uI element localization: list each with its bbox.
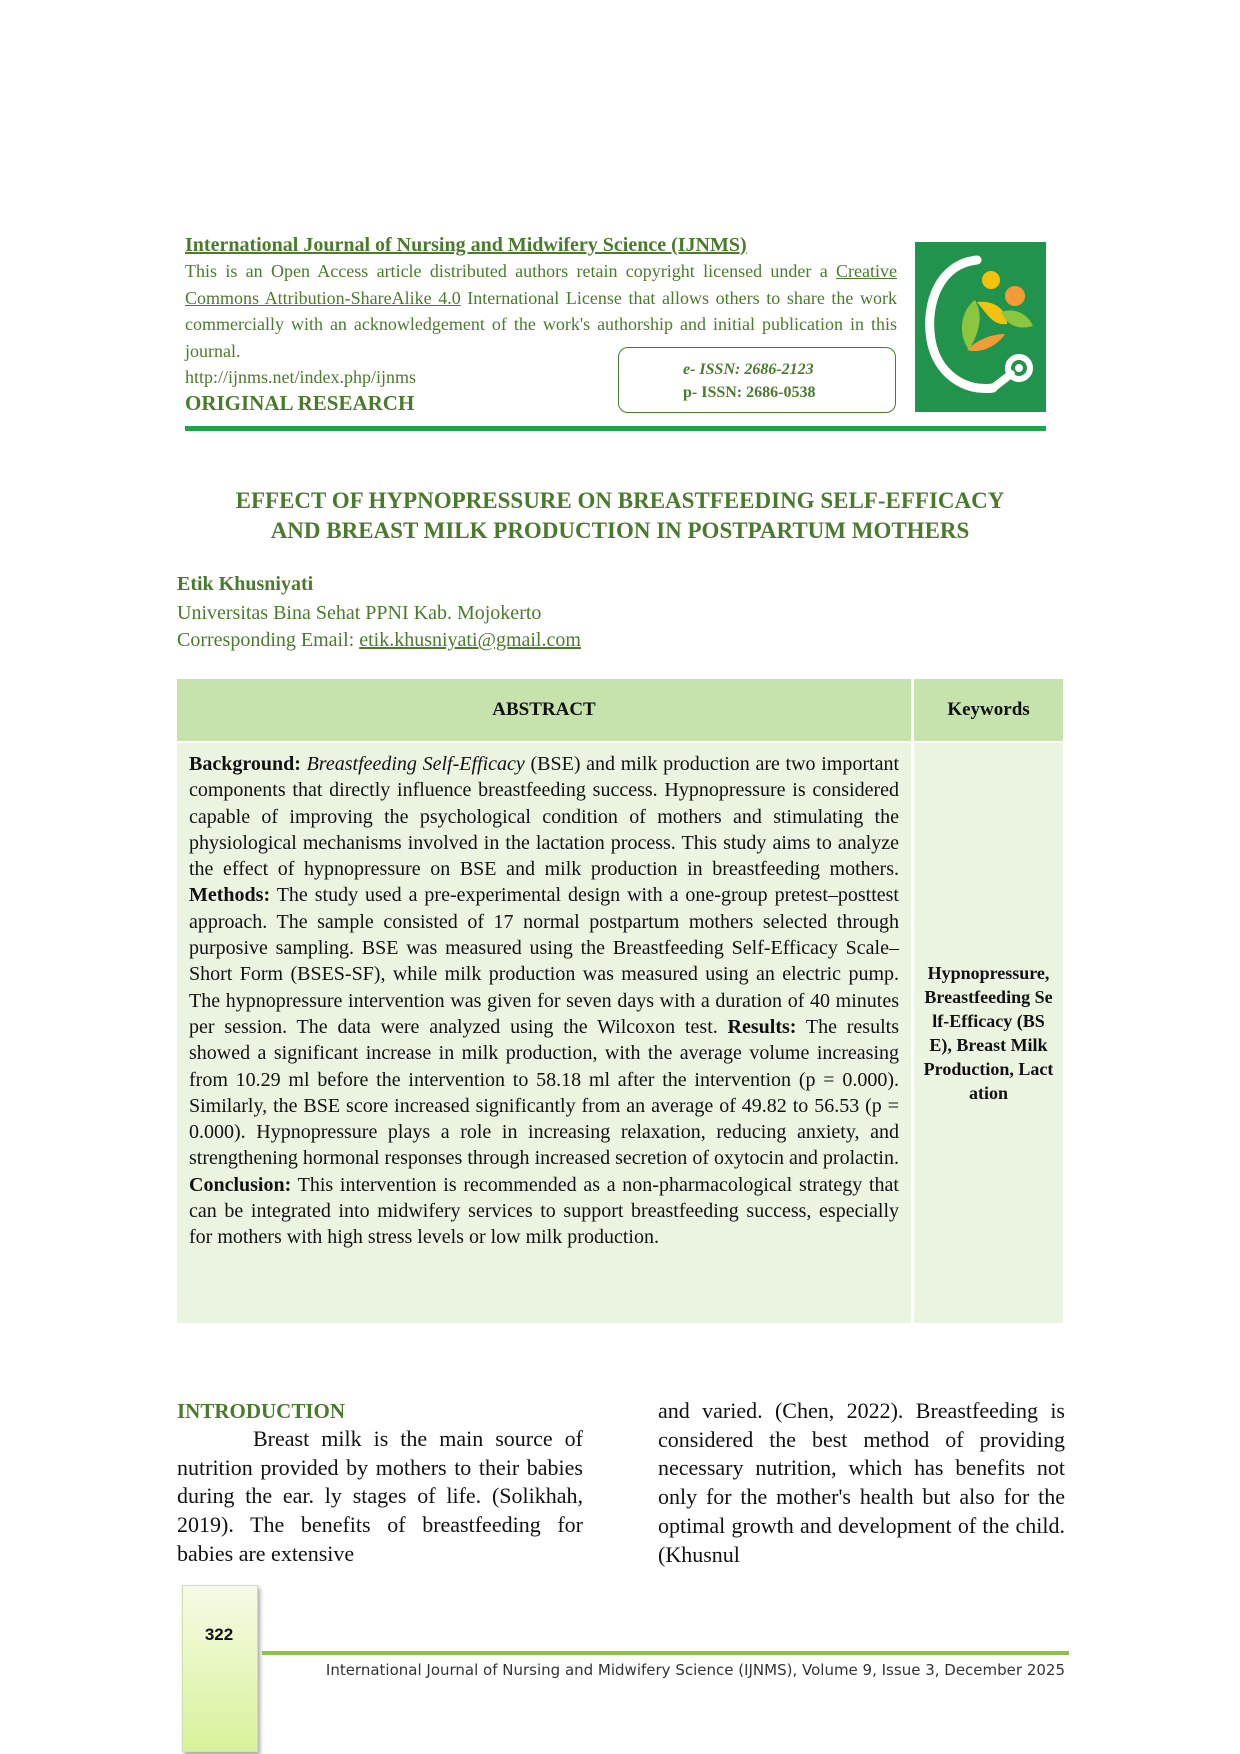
journal-url[interactable]: http://ijnms.net/index.php/ijnms	[185, 367, 417, 387]
body-column-right	[658, 1397, 1065, 1569]
title-line-2: AND BREAST MILK PRODUCTION IN POSTPARTUM MOTHERS	[270, 518, 970, 543]
author-affiliation: Universitas Bina Sehat PPNI Kab. Mojokerto	[177, 602, 542, 624]
keywords-header: Keywords	[914, 679, 1063, 741]
header-rule	[185, 426, 1046, 431]
introduction-heading: INTRODUCTION	[177, 1399, 346, 1423]
footer-journal-info: International Journal of Nursing and Midwifery Science (IJNMS), Volume 9, Issue 3, December 2025	[325, 1661, 1065, 1679]
footer-rule	[262, 1651, 1069, 1655]
introduction-paragraph: Breast milk is the main source of nutrition provided by mothers to their babies during the ear. ly stages of life. (Solikhah, 2019). The benefits of breastfeeding for babies are extensive	[177, 1426, 583, 1566]
issn-box	[618, 347, 896, 413]
abstract-text: Background: Breastfeeding Self-Efficacy (BSE) and milk production are two important components that directly influence breastfeeding success. Hypnopressure is considered capable of improving the psychological condition of mothers and stimulating the physiological mechanisms involved in the lactation process. This study aims to analyze the effect of hypnopressure on BSE and milk production in breastfeeding mothers. Methods: The study used a pre-experimental design with a one-group pretest–posttest approach. The sample consisted of 17 normal postpartum mothers selected through purposive sampling. BSE was measured using the Breastfeeding Self-Efficacy Scale–Short Form (BSES-SF), while milk production was measured using an electric pump. The hypnopressure intervention was given for seven days with a duration of 40 minutes per session. The data were analyzed using the Wilcoxon test. Results: The results showed a significant increase in milk production, with the average volume increasing from 10.29 ml before the intervention to 58.18 ml after the intervention (p = 0.000). Similarly, the BSE score increased significantly from an average of 49.82 to 56.53 (p = 0.000). Hypnopressure plays a role in increasing relaxation, reducing anxiety, and strengthening hormonal responses through increased secretion of oxytocin and prolactin. Conclusion: This intervention is recommended as a non-pharmacological strategy that can be integrated into midwifery services to support breastfeeding success, especially for mothers with high stress levels or low milk production.	[177, 743, 911, 1323]
abstract-header: ABSTRACT	[177, 679, 911, 741]
keywords-cell	[914, 743, 1063, 1323]
email-label: Corresponding Email:	[177, 629, 360, 651]
page-number-tab	[182, 1585, 258, 1752]
corresponding-email	[177, 627, 581, 654]
journal-title[interactable]: International Journal of Nursing and Midwifery Science (IJNMS)	[185, 234, 747, 256]
p-issn: p- ISSN: 2686-0538	[683, 384, 816, 401]
ijnms-logo-icon	[915, 242, 1046, 412]
keywords-list: Hypnopressure, Breastfeeding Self-Efficacy (BSE), Breast Milk Production, Lactation	[923, 963, 1054, 1103]
author-name: Etik Khusniyati	[177, 573, 314, 595]
e-issn: e- ISSN: 2686-2123	[683, 361, 814, 378]
introduction-continued: and varied. (Chen, 2022). Breastfeeding is considered the best method of providing necessary nutrition, which has benefits not only for the mother's health but also for the optimal growth and development of the child. (Khusnul	[658, 1398, 1065, 1567]
abstract-table	[177, 679, 1063, 1323]
article-title	[185, 486, 1055, 546]
body-column-left	[177, 1397, 583, 1569]
page-number: 322	[204, 1625, 234, 1644]
title-line-1: EFFECT OF HYPNOPRESSURE ON BREASTFEEDING SELF-EFFICACY	[235, 488, 1005, 513]
license-link[interactable]: Creative Commons Attribution-ShareAlike 4.0	[185, 261, 897, 308]
license-text: This is an Open Access article distributed authors retain copyright licensed under a Creative Commons Attribution-ShareAlike 4.0 International License that allows others to share the work commercially with an acknowledgement of the work's authorship and initial publication in this journal.	[185, 261, 897, 361]
email-link[interactable]: etik.khusniyati@gmail.com	[359, 629, 581, 651]
section-label: ORIGINAL RESEARCH	[185, 391, 415, 415]
